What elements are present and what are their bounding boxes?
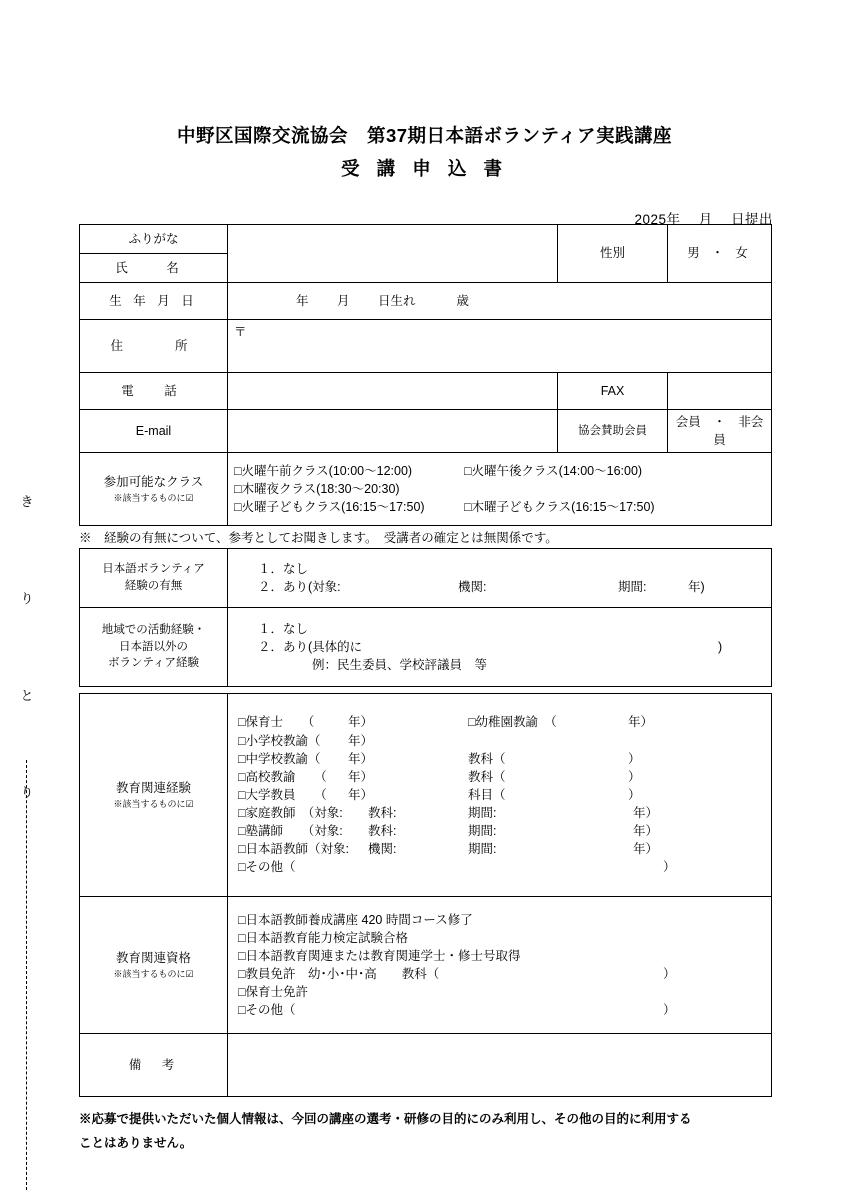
edu-exp-item-subject: 教科（ xyxy=(468,769,506,784)
edu-exp-item-years: 年） xyxy=(348,751,374,766)
class-option-thu-kids[interactable]: □木曜子どもクラス(16:15〜17:50) xyxy=(464,500,655,515)
edu-exp-item-subject: 教科: xyxy=(368,806,397,821)
edu-exp-item-years: 年） xyxy=(633,806,659,821)
edu-exp-row[interactable] xyxy=(238,750,765,768)
fax-input[interactable] xyxy=(668,373,772,410)
qual-row[interactable] xyxy=(238,947,765,965)
edu-exp-item-period: 期間: xyxy=(468,806,497,821)
volunteer-experience-label xyxy=(80,549,228,608)
cut-mark-3: と xyxy=(20,688,34,703)
volunteer-experience-label-line2: 経験の有無 xyxy=(124,580,183,592)
qual-item-label: □教員免許 幼･小･中･高 教科（ xyxy=(238,967,440,981)
qual-row[interactable] xyxy=(238,911,765,929)
community-exp-yes-close: ) xyxy=(718,639,723,654)
table-row xyxy=(80,320,772,373)
email-input[interactable] xyxy=(228,410,558,453)
edu-exp-item-label: □家庭教師 （対象: xyxy=(238,806,343,821)
applicant-info-table xyxy=(79,224,772,526)
edu-exp-item-years: 年） xyxy=(633,824,659,839)
community-experience-options xyxy=(228,608,772,687)
privacy-footnote-line1: ※応募で提供いただいた個人情報は、今回の講座の選考・研修の目的にのみ利用し、その他の目的に利用する xyxy=(79,1112,692,1126)
table-row xyxy=(80,897,772,1034)
class-option-thu-night[interactable]: □木曜夜クラス(18:30〜20:30) xyxy=(234,482,400,497)
table-row xyxy=(80,283,772,320)
community-experience-label-line2: 日本語以外の xyxy=(119,640,188,653)
qualification-label xyxy=(80,897,228,1034)
qual-item-close: ） xyxy=(663,967,676,981)
edu-exp-item-label: □塾講師 （対象: xyxy=(238,824,343,839)
name-label: 氏 名 xyxy=(80,254,228,283)
qual-row[interactable] xyxy=(238,965,765,983)
birthdate-label: 生 年 月 日 xyxy=(80,283,228,320)
table-row xyxy=(80,608,772,687)
class-option-tue-kids[interactable]: □火曜子どもクラス(16:15〜17:50) xyxy=(234,500,425,515)
edu-exp-item-years: 年） xyxy=(348,733,374,748)
edu-exp-item-close: ） xyxy=(628,769,641,784)
qual-row[interactable] xyxy=(238,983,765,1001)
volunteer-exp-yes[interactable] xyxy=(234,578,765,596)
edu-exp-row[interactable] xyxy=(238,732,765,750)
membership-label: 協会賛助会員 xyxy=(558,410,668,453)
page-subtitle: 受 講 申 込 書 xyxy=(340,158,509,179)
edu-exp-row[interactable] xyxy=(238,786,765,804)
class-option-row xyxy=(234,462,765,480)
edu-exp-row[interactable] xyxy=(238,858,765,876)
remarks-label: 備 考 xyxy=(80,1034,228,1097)
community-exp-example: 例：民生委員、学校評議員 等 xyxy=(312,658,488,673)
table-row xyxy=(80,549,772,608)
membership-value[interactable]: 会員 ・ 非会員 xyxy=(668,410,772,453)
volunteer-experience-options xyxy=(228,549,772,608)
edu-exp-row[interactable] xyxy=(238,822,765,840)
table-row xyxy=(80,373,772,410)
edu-exp-item-period: 期間: xyxy=(468,824,497,839)
margin-cut-marks xyxy=(14,495,40,883)
fax-label: FAX xyxy=(558,373,668,410)
volunteer-exp-yes-period: 期間: xyxy=(618,580,647,594)
edu-exp-row[interactable] xyxy=(238,840,765,858)
privacy-footnote-line2: ことはありません。 xyxy=(79,1135,193,1150)
edu-exp-item-label: □中学校教諭（ xyxy=(238,751,321,766)
cut-mark-1: き xyxy=(20,494,34,509)
address-label: 住 所 xyxy=(80,320,228,373)
submit-date: 2025年 月 日提出 xyxy=(634,212,773,227)
edu-exp-item-label: □小学校教諭（ xyxy=(238,733,321,748)
table-row xyxy=(80,410,772,453)
tel-label: 電 話 xyxy=(80,373,228,410)
education-table xyxy=(79,693,772,1097)
qual-item-close: ） xyxy=(663,1003,676,1018)
page-title: 中野区国際交流協会 第37期日本語ボランティア実践講座 xyxy=(176,125,673,146)
edu-exp-item-close: ） xyxy=(628,751,641,766)
edu-exp-row[interactable] xyxy=(238,768,765,786)
birthdate-input[interactable]: 年 月 日生れ 歳 xyxy=(228,283,772,320)
volunteer-exp-yes-target: ２．あり(対象: xyxy=(258,580,341,594)
gender-value[interactable]: 男 ・ 女 xyxy=(668,225,772,283)
qual-item-label: □日本語教育関連または教育関連学士・修士号取得 xyxy=(238,948,521,963)
gender-label: 性別 xyxy=(558,225,668,283)
edu-exp-item-subject: 科目（ xyxy=(468,787,506,802)
class-option-row xyxy=(234,498,765,516)
available-class-label-text: 参加可能なクラス xyxy=(103,475,204,490)
name-input[interactable] xyxy=(228,225,558,283)
table-row xyxy=(80,225,772,254)
qual-item-label: □日本語教師養成講座 420 時間コース修了 xyxy=(238,912,473,927)
community-experience-label xyxy=(80,608,228,687)
edu-exp-item-subject: 教科: xyxy=(368,824,397,839)
edu-exp-row[interactable] xyxy=(238,804,765,822)
community-experience-label-line1: 地域での活動経験・ xyxy=(101,623,206,636)
tel-input[interactable] xyxy=(228,373,558,410)
privacy-footnote xyxy=(79,1108,779,1156)
edu-exp-item-close: ） xyxy=(663,860,676,875)
furigana-label: ふりがな xyxy=(80,225,228,254)
edu-exp-item-years: 年） xyxy=(348,787,374,802)
edu-exp-item-years: 年） xyxy=(633,842,659,857)
edu-exp-item-years2: 年） xyxy=(628,715,654,730)
edu-exp-item-label: □保育士 （ xyxy=(238,715,315,730)
qual-item-label: □その他（ xyxy=(238,1003,296,1018)
email-label: E-mail xyxy=(80,410,228,453)
class-option-tue-am[interactable]: □火曜午前クラス(10:00〜12:00) xyxy=(234,464,413,479)
class-option-tue-pm[interactable]: □火曜午後クラス(14:00〜16:00) xyxy=(464,464,643,479)
qual-row[interactable] xyxy=(238,929,765,947)
qualification-note: ※該当するものに☑ xyxy=(113,969,194,980)
education-experience-label-text: 教育関連経験 xyxy=(115,780,191,795)
cut-dashed-line xyxy=(26,760,27,1190)
community-exp-yes-detail: ２．あり(具体的に xyxy=(258,639,363,654)
volunteer-exp-yes-years: 年) xyxy=(688,580,705,594)
edu-exp-item-label: □大学教員 （ xyxy=(238,787,327,802)
edu-exp-item-years: 年） xyxy=(348,715,374,730)
education-experience-label xyxy=(80,694,228,897)
volunteer-experience-label-line1: 日本語ボランティア xyxy=(102,563,205,576)
qual-item-label: □日本語教育能力検定試験合格 xyxy=(238,930,409,945)
volunteer-exp-none[interactable]: １．なし xyxy=(258,561,309,576)
education-experience-note: ※該当するものに☑ xyxy=(113,799,194,810)
education-experience-options xyxy=(228,694,772,897)
edu-exp-item-years: 年） xyxy=(348,769,374,784)
community-exp-none[interactable]: １．なし xyxy=(258,621,309,636)
volunteer-exp-yes-org: 機関: xyxy=(458,580,487,594)
community-experience-label-line3: ボランティア経験 xyxy=(107,657,200,670)
edu-exp-item-period: 期間: xyxy=(468,842,497,857)
table-row xyxy=(80,1034,772,1097)
edu-exp-item-label2: □幼稚園教諭 （ xyxy=(468,715,557,730)
edu-exp-item-subject: 教科（ xyxy=(468,751,506,766)
edu-exp-item-other: □その他（ xyxy=(238,860,296,875)
community-exp-yes[interactable] xyxy=(234,638,765,656)
qual-item-label: □保育士免許 xyxy=(238,985,309,1000)
cut-mark-4: り xyxy=(20,785,34,800)
address-input[interactable]: 〒 xyxy=(228,320,772,373)
available-class-note: ※該当するものに☑ xyxy=(113,493,194,504)
experience-table xyxy=(79,548,772,687)
qualification-label-text: 教育関連資格 xyxy=(115,950,191,965)
edu-exp-item-close: ） xyxy=(628,787,641,802)
edu-exp-row[interactable] xyxy=(238,713,765,731)
available-class-options xyxy=(228,453,772,526)
table-row xyxy=(80,453,772,526)
class-option-row xyxy=(234,480,765,498)
experience-note: ※ 経験の有無について、参考としてお聞きします。 受講者の確定とは無関係です。 xyxy=(79,531,558,545)
table-row xyxy=(80,694,772,897)
remarks-input[interactable] xyxy=(228,1034,772,1097)
edu-exp-item-label: □日本語教師（対象: xyxy=(238,842,350,857)
cut-mark-2: り xyxy=(20,591,34,606)
edu-exp-item-label: □高校教諭 （ xyxy=(238,769,327,784)
available-class-label xyxy=(80,453,228,526)
qualification-options xyxy=(228,897,772,1034)
edu-exp-item-org: 機関: xyxy=(368,842,397,857)
qual-row[interactable] xyxy=(238,1001,765,1019)
